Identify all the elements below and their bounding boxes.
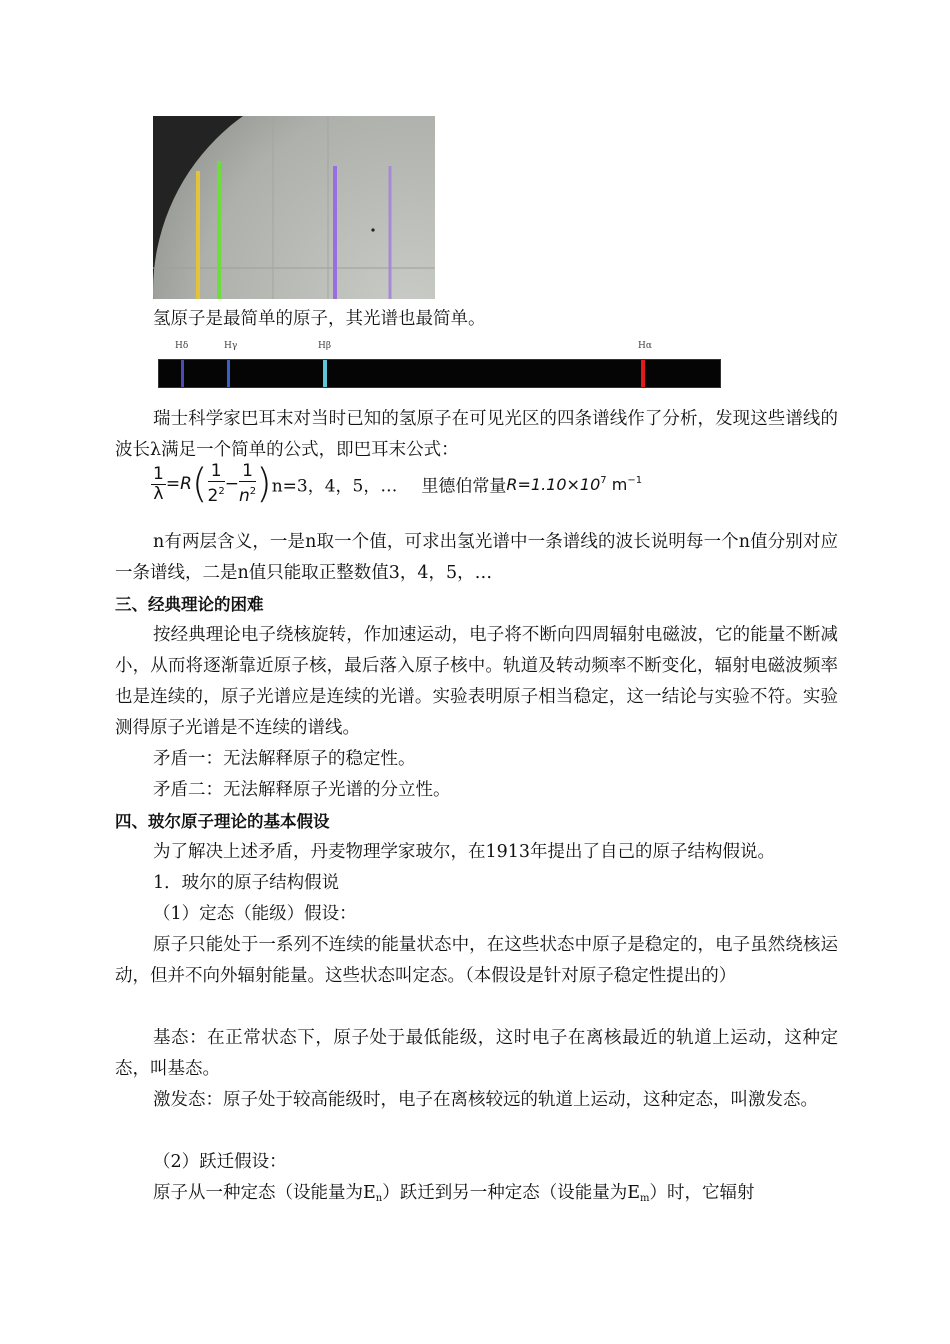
paragraph-balmer: 瑞士科学家巴耳末对当时已知的氢原子在可见光区的四条谱线作了分析，发现这些谱线的波长λ满足一个简单的公式，即巴耳末公式： [115, 409, 838, 460]
contradiction-two: 矛盾二：无法解释原子光谱的分立性。 [153, 780, 451, 800]
n-symbol: n [238, 486, 250, 506]
lhs-numerator: 1 [153, 463, 164, 484]
h-beta-line [323, 360, 327, 387]
paragraph-transition [153, 1178, 755, 1214]
spectrum-bar [158, 359, 721, 388]
equals-sign: = [165, 474, 181, 494]
n-values: n=3，4，5，… [271, 476, 398, 497]
exponent: 2 [218, 486, 225, 497]
hydrogen-spectrum [158, 341, 721, 389]
heading-bohr-theory: 四、玻尔原子理论的基本假设 [115, 812, 330, 831]
balmer-formula [151, 461, 642, 517]
label-h-beta: Hβ [318, 341, 332, 351]
caption-hydrogen: 氢原子是最简单的原子，其光谱也最简单。 [153, 309, 486, 329]
heading-classical-difficulty: 三、经典理论的困难 [115, 595, 264, 614]
unit-exponent: −1 [627, 474, 643, 486]
rydberg-label: 里德伯常量 [421, 476, 507, 497]
subheading-transition: （2）跃迁假设： [153, 1152, 287, 1172]
contradiction-one: 矛盾一：无法解释原子的稳定性。 [153, 749, 416, 769]
half-numerator: 1 [208, 462, 225, 482]
paragraph-classical: 按经典理论电子绕核旋转，作加速运动，电子将不断向四周辐射电磁波，它的能量不断减小，从而将逐渐靠近原子核，最后落入原子核中。轨道及转动频率不断变化，辐射电磁波频率也是连续的，原子光谱应是连续的光谱。实验表明原子相当稳定，这一结论与实验不符。实验测得原子光谱是不连续的谱线。 [115, 625, 838, 738]
lhs-fraction [151, 465, 166, 504]
label-h-gamma: Hγ [224, 341, 238, 351]
rydberg-value: R=1.10×10 [506, 474, 601, 494]
subheading-bohr-hypothesis: 1．玻尔的原子结构假说 [153, 873, 340, 893]
paragraph-bohr-intro: 为了解决上述矛盾，丹麦物理学家玻尔，在1913年提出了自己的原子结构假说。 [153, 842, 776, 862]
transition-text-c: ）时，它辐射 [649, 1183, 755, 1203]
h-alpha-line [641, 360, 645, 387]
subscript-n: n [375, 1193, 383, 1204]
subheading-stationary-state: （1）定态（能级）假设： [153, 904, 357, 924]
spectroscope-photo [153, 116, 435, 299]
half-denominator [208, 482, 225, 506]
left-paren: ( [191, 461, 208, 507]
rydberg-exponent: 7 [600, 474, 607, 486]
paragraph-excited-state: 激发态：原子处于较高能级时，电子在离核较远的轨道上运动，这种定态，叫激发态。 [153, 1090, 818, 1110]
h-delta-line [181, 360, 184, 387]
rydberg-symbol: R [180, 474, 192, 494]
rydberg-constant [506, 475, 642, 494]
right-paren: ) [256, 461, 272, 507]
paragraph-ground-state: 基态：在正常状态下，原子处于最低能级，这时电子在离核最近的轨道上运动，这种定态，叫基态。 [115, 1028, 838, 1079]
spectroscope-image [153, 116, 435, 299]
two: 2 [207, 486, 219, 506]
lhs-denominator: λ [153, 483, 164, 504]
rydberg-unit: m [606, 474, 628, 494]
subscript-m: m [640, 1193, 650, 1204]
label-h-alpha: Hα [638, 341, 652, 351]
n-denominator [239, 482, 256, 506]
n-numerator: 1 [239, 462, 256, 482]
paragraph-stationary: 原子只能处于一系列不连续的能量状态中，在这些状态中原子是稳定的，电子虽然绕核运动，但并不向外辐射能量。这些状态叫定态。（本假设是针对原子稳定性提出的） [115, 935, 838, 986]
half-fraction [208, 462, 225, 506]
paragraph-n-meaning: n有两层含义，一是n取一个值，可求出氢光谱中一条谱线的波长说明每一个n值分别对应一条谱线，二是n值只能取正整数值3，4，5，… [115, 532, 838, 583]
minus-sign: − [224, 474, 239, 494]
h-gamma-line [227, 360, 230, 387]
transition-text-a: 原子从一种定态（设能量为E [153, 1183, 376, 1203]
label-h-delta: Hδ [175, 341, 189, 351]
exponent: 2 [249, 486, 257, 497]
transition-text-b: ）跃迁到另一种定态（设能量为E [382, 1183, 641, 1203]
n-fraction [239, 462, 256, 506]
